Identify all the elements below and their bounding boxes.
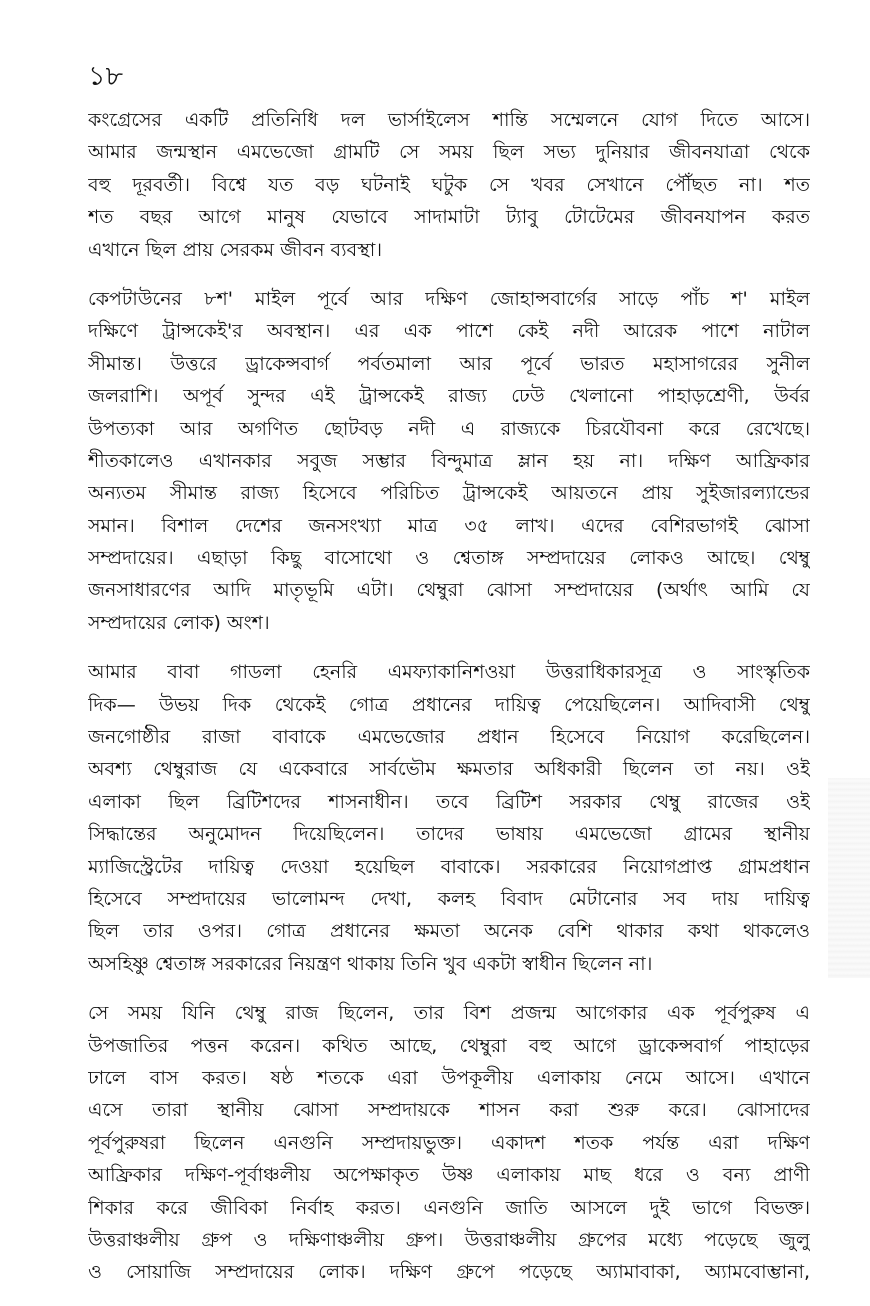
paragraph <box>88 283 810 639</box>
text-line: ও সোয়াজি সম্প্রদায়ের লোক। দক্ষিণ গ্রুপে পড়েছে অ্যামাবাকা, অ্যামবোম্ভানা, <box>88 1261 810 1284</box>
text-line: পূর্বপুরুষরা ছিলেন এনগুনি সম্প্রদায়ভুক্ত। একাদশ শতক পর্যন্ত এরা দক্ষিণ <box>88 1131 810 1154</box>
text-line: ঢালে বাস করত। ষষ্ঠ শতকে এরা উপকূলীয় এলাকায় নেমে আসে। এখানে <box>88 1066 810 1089</box>
text-line: এলাকা ছিল ব্রিটিশদের শাসনাধীন। তবে ব্রিটিশ সরকার থেম্বু রাজের ওই <box>88 790 810 813</box>
text-line: অবশ্য থেম্বুরাজ যে একেবারে সার্বভৌম ক্ষমতার অধিকারী ছিলেন তা নয়। ওই <box>88 758 810 781</box>
body-text <box>88 104 810 1306</box>
text-line: উপজাতির পত্তন করেন। কথিত আছে, থেম্বুরা বহু আগে ড্রাকেন্সবার্গ পাহাড়ের <box>88 1034 810 1057</box>
text-line: ম্যাজিস্ট্রেটের দায়িত্ব দেওয়া হয়েছিল বাবাকে। সরকারের নিয়োগপ্রাপ্ত গ্রামপ্রধান <box>88 855 810 878</box>
text-line: শীতকালেও এখানকার সবুজ সম্ভার বিন্দুমাত্র ম্লান হয় না। দক্ষিণ আফ্রিকার <box>88 449 810 472</box>
text-line: সমান। বিশাল দেশের জনসংখ্যা মাত্র ৩৫ লাখ। এদের বেশিরভাগই ঝোসা <box>88 514 810 537</box>
text-line: জনসাধারণের আদি মাতৃভূমি এটা। থেম্বুরা ঝোসা সম্প্রদায়ের (অর্থাৎ আমি যে <box>88 579 810 602</box>
text-line: এসে তারা স্থানীয় ঝোসা সম্প্রদায়কে শাসন করা শুরু করে। ঝোসাদের <box>88 1099 810 1122</box>
scan-edge-shadow <box>828 778 870 978</box>
text-line: কংগ্রেসের একটি প্রতিনিধি দল ভার্সাইলেস শান্তি সম্মেলনে যোগ দিতে আসে। <box>88 109 810 131</box>
text-line: সিদ্ধান্তের অনুমোদন দিয়েছিলেন। তাদের ভাষায় এমভেজো গ্রামের স্থানীয় <box>88 823 810 846</box>
text-line: উত্তরাঞ্চলীয় গ্রুপ ও দক্ষিণাঞ্চলীয় গ্রুপ। উত্তরাঞ্চলীয় গ্রুপের মধ্যে পড়েছে জুলু <box>88 1228 810 1251</box>
text-line: উপত্যকা আর অগণিত ছোটবড় নদী এ রাজ্যকে চিরযৌবনা করে রেখেছে। <box>88 417 810 440</box>
text-line: আফ্রিকার দক্ষিণ-পূর্বাঞ্চলীয় অপেক্ষাকৃত উষ্ণ এলাকায় মাছ ধরে ও বন্য প্রাণী <box>88 1164 810 1187</box>
text-line: আমার জন্মস্থান এমভেজো গ্রামটি সে সময় ছিল সভ্য দুনিয়ার জীবনযাত্রা থেকে <box>88 141 810 164</box>
text-line: জনগোষ্ঠীর রাজা বাবাকে এমভেজোর প্রধান হিসেবে নিয়োগ করেছিলেন। <box>88 726 810 749</box>
text-line: জলরাশি। অপূর্ব সুন্দর এই ট্রান্সকেই রাজ্য ঢেউ খেলানো পাহাড়শ্রেণী, উর্বর <box>88 385 810 408</box>
text-line: হিসেবে সম্প্রদায়ের ভালোমন্দ দেখা, কলহ বিবাদ মেটানোর সব দায় দায়িত্ব <box>88 887 810 910</box>
text-line: অসহিষ্ণু শ্বেতাঙ্গ সরকারের নিয়ন্ত্রণ থাকায় তিনি খুব একটা স্বাধীন ছিলেন না। <box>88 952 653 975</box>
text-line: কেপটাউনের ৮শ' মাইল পূর্বে আর দক্ষিণ জোহান্সবার্গের সাড়ে পাঁচ শ' মাইল <box>88 287 810 310</box>
paragraph <box>88 656 810 980</box>
text-line: দিক— উভয় দিক থেকেই গোত্র প্রধানের দায়িত্ব পেয়েছিলেন। আদিবাসী থেম্বু <box>88 693 810 716</box>
text-line: আমার বাবা গাডলা হেনরি এমফ্যাকানিশওয়া উত্তরাধিকারসূত্র ও সাংস্কৃতিক <box>88 661 810 684</box>
text-line: বহু দূরবর্তী। বিশ্বে যত বড় ঘটনাই ঘটুক সে খবর সেখানে পৌঁছত না। শত <box>88 173 810 196</box>
text-line: সম্প্রদায়ের লোক) অংশ। <box>88 611 270 634</box>
text-line: শত বছর আগে মানুষ যেভাবে সাদামাটা ট্যাবু টোটেমের জীবনযাপন করত <box>88 206 810 229</box>
page-number: ১৮ <box>88 61 124 92</box>
text-line: সম্প্রদায়ের। এছাড়া কিছু বাসোথো ও শ্বেতাঙ্গ সম্প্রদায়ের লোকও আছে। থেম্বু <box>88 547 810 570</box>
text-line: দক্ষিণে ট্রান্সকেই'র অবস্থান। এর এক পাশে কেই নদী আরেক পাশে নাটাল <box>88 320 810 343</box>
text-line: এখানে ছিল প্রায় সেরকম জীবন ব্যবস্থা। <box>88 238 383 261</box>
text-line: শিকার করে জীবিকা নির্বাহ করত। এনগুনি জাতি আসলে দুই ভাগে বিভক্ত। <box>88 1196 810 1219</box>
text-line: ছিল তার ওপর। গোত্র প্রধানের ক্ষমতা অনেক বেশি থাকার কথা থাকলেও <box>88 920 810 943</box>
text-line: সে সময় যিনি থেম্বু রাজ ছিলেন, তার বিশ প্রজন্ম আগেকার এক পূর্বপুরুষ এ <box>88 1002 810 1025</box>
text-line: অন্যতম সীমান্ত রাজ্য হিসেবে পরিচিত ট্রান্সকেই আয়তনে প্রায় সুইজারল্যান্ডের <box>88 482 810 505</box>
paragraph <box>88 104 810 266</box>
paragraph <box>88 997 810 1289</box>
text-line: সীমান্ত। উত্তরে ড্রাকেন্সবার্গ পর্বতমালা আর পূর্বে ভারত মহাসাগরের সুনীল <box>88 352 810 375</box>
